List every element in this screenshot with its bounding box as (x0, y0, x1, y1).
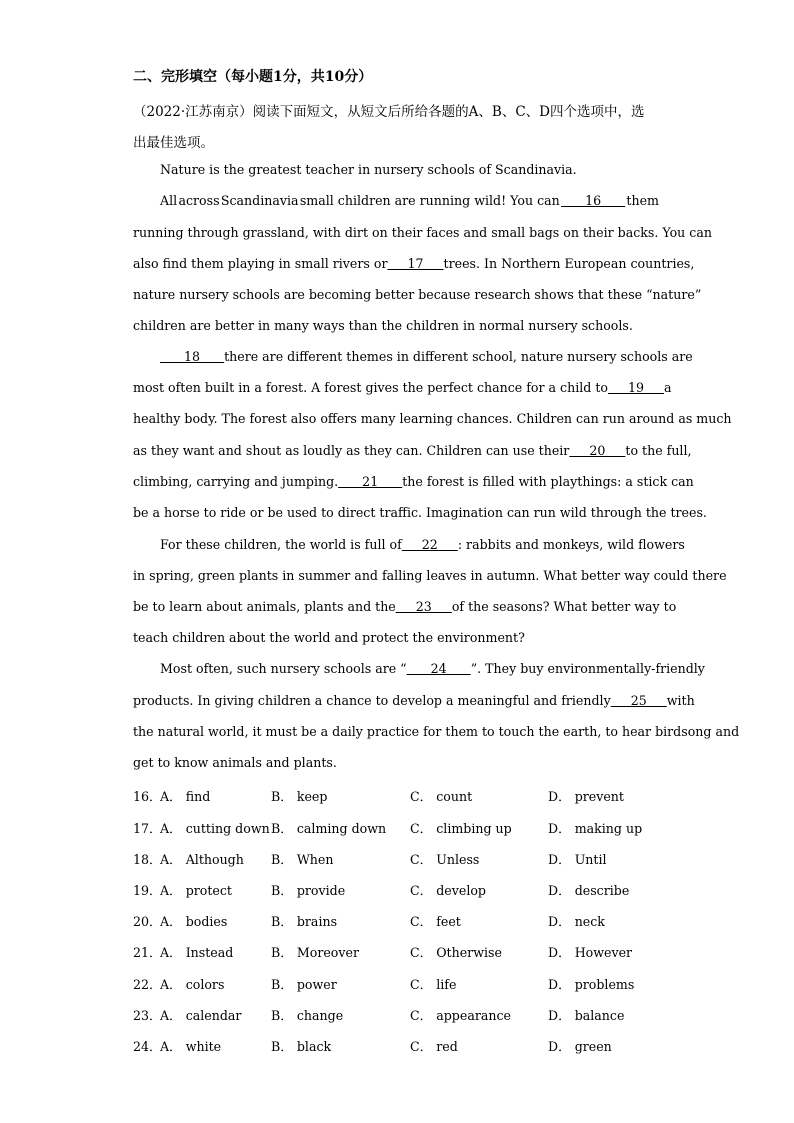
question-number: 22． (133, 977, 162, 992)
option-c: C． Otherwise (410, 945, 502, 960)
option-a: A． colors (160, 977, 225, 992)
option-c: C． red (410, 1039, 458, 1054)
passage-line: as they want and shout as loudly as they can. Children can use their 20 to the full, (133, 443, 692, 458)
passage-line: also find them playing in small rivers or 17 trees. In Northern European countries, (133, 256, 695, 271)
passage-line: Most often, such nursery schools are “ 24 ”. They buy environmentally-friendly (160, 661, 705, 676)
option-d: D． Until (548, 852, 607, 867)
blank-19: 19 (607, 380, 665, 395)
question-number: 20． (133, 914, 162, 929)
passage-line: get to know animals and plants. (133, 755, 337, 770)
option-d: D． making up (548, 821, 643, 836)
option-a: A． white (160, 1039, 222, 1054)
option-d: D． However (548, 945, 633, 960)
section-title: 二、完形填空（每小题1分，共10分） (133, 69, 373, 85)
option-b: B． calming down (271, 821, 387, 836)
option-c: C． appearance (410, 1008, 511, 1023)
option-a: A． calendar (160, 1008, 242, 1023)
passage-line: be a horse to ride or be used to direct traffic. Imagination can run wild through the trees. (133, 505, 707, 520)
option-c: C． count (410, 789, 473, 804)
option-d: D． problems (548, 977, 635, 992)
option-d: D． neck (548, 914, 605, 929)
question-number: 24． (133, 1039, 162, 1054)
option-c: C． life (410, 977, 457, 992)
passage-line: Nature is the greatest teacher in nursery schools of Scandinavia. (160, 162, 577, 177)
passage-line: teach children about the world and protect the environment? (133, 630, 525, 645)
passage-line: in spring, green plants in summer and falling leaves in autumn. What better way could there (133, 568, 727, 583)
question-number: 21． (133, 945, 162, 960)
option-d: D． prevent (548, 789, 624, 804)
passage-line: 18 there are different themes in different school, nature nursery schools are (160, 349, 693, 364)
option-c: C． develop (410, 883, 486, 898)
option-b: B． keep (271, 789, 328, 804)
option-a: A． find (160, 789, 211, 804)
passage-line: For these children, the world is full of 22 : rabbits and monkeys, wild flowers (160, 537, 685, 552)
passage-line: children are better in many ways than the children in normal nursery schools. (133, 318, 633, 333)
option-c: C． climbing up (410, 821, 512, 836)
blank-18: 18 (160, 349, 225, 364)
option-b: B． brains (271, 914, 338, 929)
instruction-line-2: 出最佳选项。 (133, 135, 214, 151)
option-c: C． Unless (410, 852, 480, 867)
question-number: 18． (133, 852, 162, 867)
option-b: B． power (271, 977, 337, 992)
option-a: A． protect (160, 883, 232, 898)
option-b: B． change (271, 1008, 344, 1023)
passage-line: most often built in a forest. A forest gives the perfect chance for a child to 19 a (133, 380, 672, 395)
option-d: D． balance (548, 1008, 625, 1023)
question-number: 23． (133, 1008, 162, 1023)
option-a: A． Although (160, 852, 244, 867)
passage-line: nature nursery schools are becoming better because research shows that these “nature” (133, 287, 702, 302)
passage-line: running through grassland, with dirt on their faces and small bags on their backs. You can (133, 225, 712, 240)
passage-line: climbing, carrying and jumping. 21 the forest is filled with playthings: a stick can (133, 474, 694, 489)
question-number: 19． (133, 883, 162, 898)
blank-20: 20 (569, 443, 626, 458)
blank-21: 21 (338, 474, 403, 489)
passage-line: healthy body. The forest also offers many learning chances. Children can run around as much (133, 411, 732, 426)
instruction-line-1: （2022·江苏南京）阅读下面短文，从短文后所给各题的A、B、C、D四个选项中，选 (133, 104, 645, 120)
passage-line: the natural world, it must be a daily practice for them to touch the earth, to hear birdsong and (133, 724, 740, 739)
option-a: A． Instead (160, 945, 234, 960)
option-b: B． provide (271, 883, 346, 898)
question-number: 17． (133, 821, 162, 836)
option-d: D． describe (548, 883, 630, 898)
option-a: A． cutting down (160, 821, 270, 836)
blank-17: 17 (387, 256, 444, 271)
blank-22: 22 (401, 537, 458, 552)
blank-25: 25 (610, 693, 667, 708)
option-c: C． feet (410, 914, 461, 929)
option-a: A． bodies (160, 914, 228, 929)
blank-23: 23 (395, 599, 452, 614)
option-b: B． black (271, 1039, 332, 1054)
option-d: D． green (548, 1039, 612, 1054)
passage-line: be to learn about animals, plants and the 23 of the seasons? What better way to (133, 599, 677, 614)
blank-24: 24 (406, 661, 471, 676)
option-b: B． When (271, 852, 334, 867)
option-b: B． Moreover (271, 945, 359, 960)
blank-16: 16 (561, 193, 626, 208)
question-number: 16． (133, 789, 162, 804)
passage-line: All across Scandinavia small children are running wild! You can 16 them (160, 193, 659, 208)
passage-line: products. In giving children a chance to develop a meaningful and friendly 25 with (133, 693, 695, 708)
